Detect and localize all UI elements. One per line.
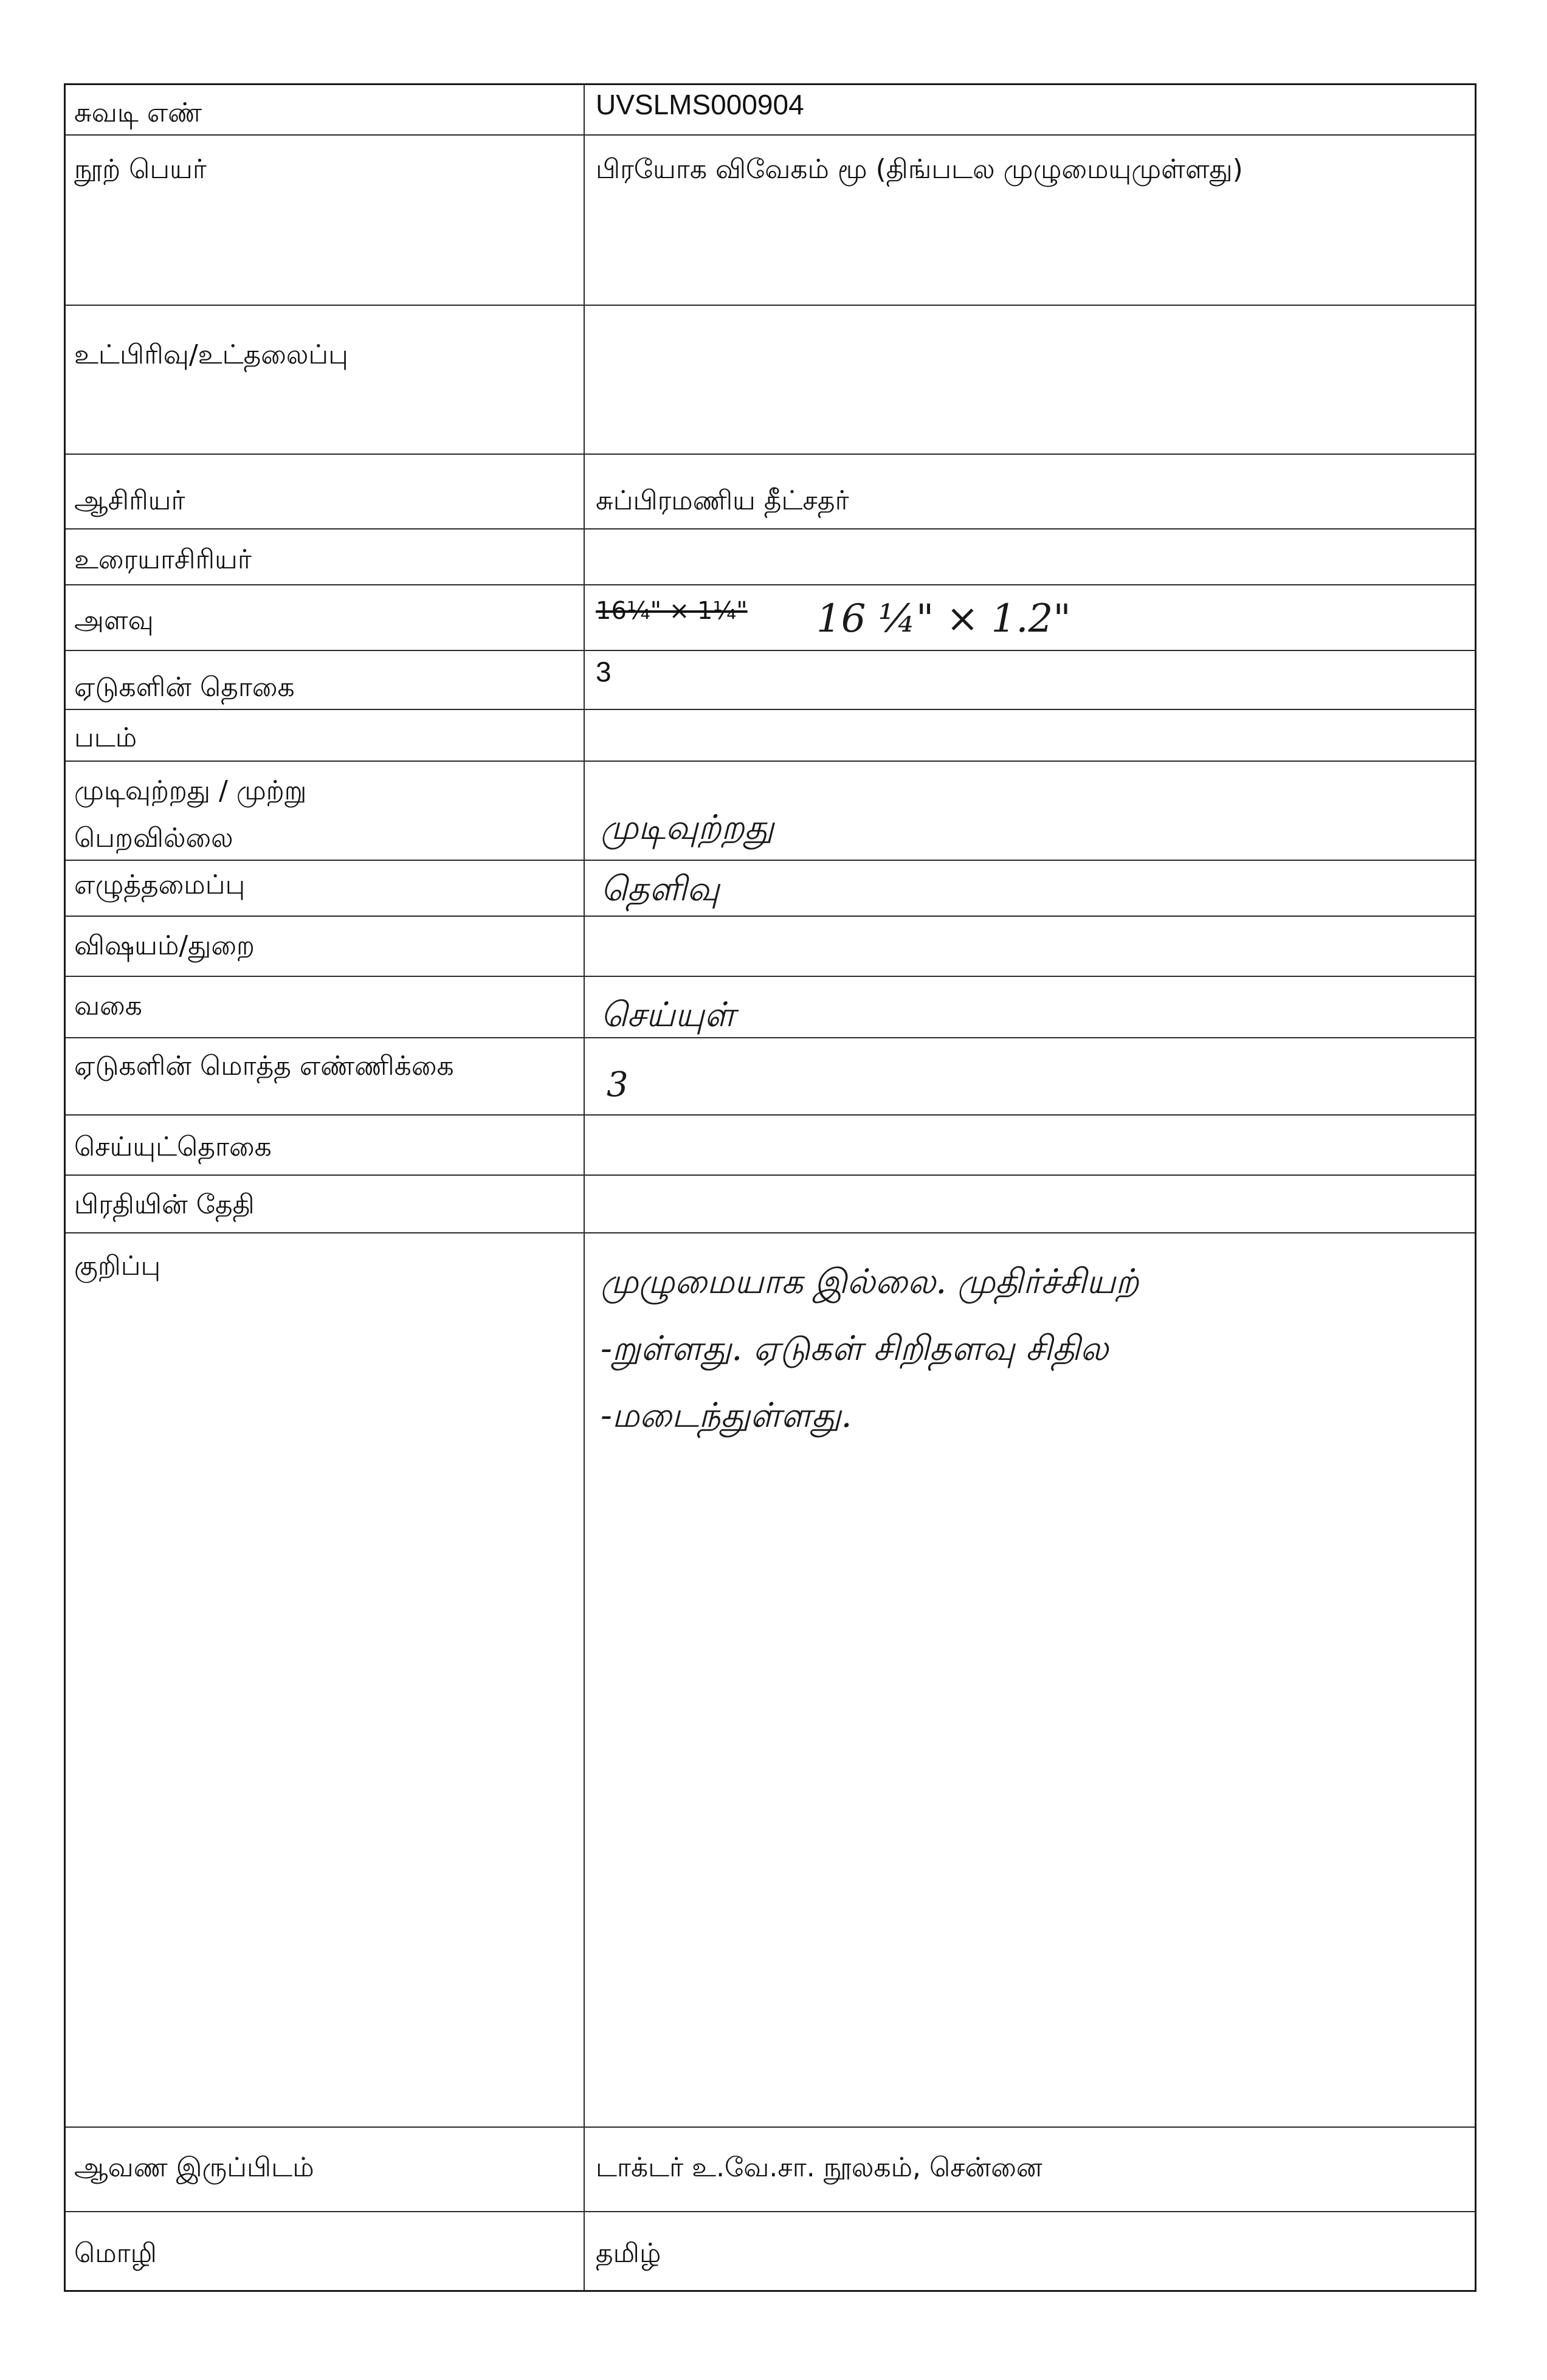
manuscript-record-form	[64, 83, 1476, 2292]
label-notes: குறிப்பு	[74, 1250, 161, 1281]
value-size-handwritten: 16 ¼" × 1.2"	[816, 596, 1071, 641]
row-title	[66, 136, 1475, 306]
row-notes	[66, 1233, 1475, 2128]
row-type	[66, 977, 1475, 1038]
label-catalog-no: சுவடி எண்	[74, 97, 202, 128]
label-script-quality: எழுத்தமைப்பு	[74, 869, 246, 900]
label-completeness-line2: பெறவில்லை	[74, 823, 233, 854]
value-repository: டாக்டர் உ.வே.சா. நூலகம், சென்னை	[596, 2152, 1042, 2183]
row-repository	[66, 2128, 1475, 2212]
label-type: வகை	[74, 990, 142, 1021]
label-size: அளவு	[74, 605, 154, 636]
value-leaf-count: 3	[596, 656, 612, 688]
label-subdivision: உட்பிரிவு/உட்தலைப்பு	[74, 339, 348, 370]
row-subdivision	[66, 306, 1475, 455]
value-total-leaves-handwritten: 3	[607, 1065, 629, 1105]
label-subject: விஷயம்/துறை	[74, 930, 255, 961]
row-author	[66, 455, 1475, 529]
label-illustration: படம்	[74, 722, 137, 753]
value-script-quality-handwritten: தெளிவு	[601, 869, 720, 909]
label-author: ஆசிரியர்	[74, 485, 185, 516]
row-copy-date	[66, 1176, 1475, 1233]
label-title: நூற் பெயர்	[74, 154, 207, 185]
value-catalog-no: UVSLMS000904	[596, 89, 804, 120]
label-total-leaves: ஏடுகளின் மொத்த எண்ணிக்கை	[74, 1050, 454, 1081]
row-script-quality	[66, 861, 1475, 917]
row-size	[66, 585, 1475, 651]
row-verse-count	[66, 1116, 1475, 1176]
label-commentator: உரையாசிரியர்	[74, 544, 252, 575]
value-author: சுப்பிரமணிய தீட்சதர்	[596, 485, 849, 516]
label-repository: ஆவண இருப்பிடம்	[74, 2152, 314, 2183]
label-completeness-line1: முடிவுற்றது / முற்று	[74, 775, 307, 806]
row-language	[66, 2212, 1475, 2290]
value-size-struck: 16¼" × 1¼"	[596, 597, 748, 625]
row-subject	[66, 917, 1475, 977]
value-language: தமிழ்	[596, 2238, 661, 2269]
row-catalog-no	[66, 85, 1475, 136]
value-completeness-handwritten: முடிவுற்றது	[601, 808, 774, 847]
label-verse-count: செய்யுட்தொகை	[74, 1131, 272, 1162]
label-copy-date: பிரதியின் தேதி	[74, 1189, 255, 1220]
value-type-handwritten: செய்யுள்	[601, 995, 736, 1035]
row-commentator	[66, 529, 1475, 585]
row-leaf-count	[66, 651, 1475, 710]
label-language: மொழி	[74, 2238, 157, 2269]
value-title: பிரயோக விவேகம் மூ (திங்படல முழுமையுமுள்ளது)	[596, 154, 1243, 185]
label-leaf-count: ஏடுகளின் தொகை	[74, 672, 295, 703]
row-completeness	[66, 762, 1475, 861]
notes-line-2: -றுள்ளது. ஏடுகள் சிறிதளவு சிதில	[601, 1329, 1109, 1368]
notes-line-1: முழுமையாக இல்லை. முதிர்ச்சியற்	[601, 1262, 1139, 1302]
row-total-leaves	[66, 1038, 1475, 1116]
notes-line-3: -மடைந்துள்ளது.	[601, 1396, 852, 1435]
row-illustration	[66, 710, 1475, 762]
